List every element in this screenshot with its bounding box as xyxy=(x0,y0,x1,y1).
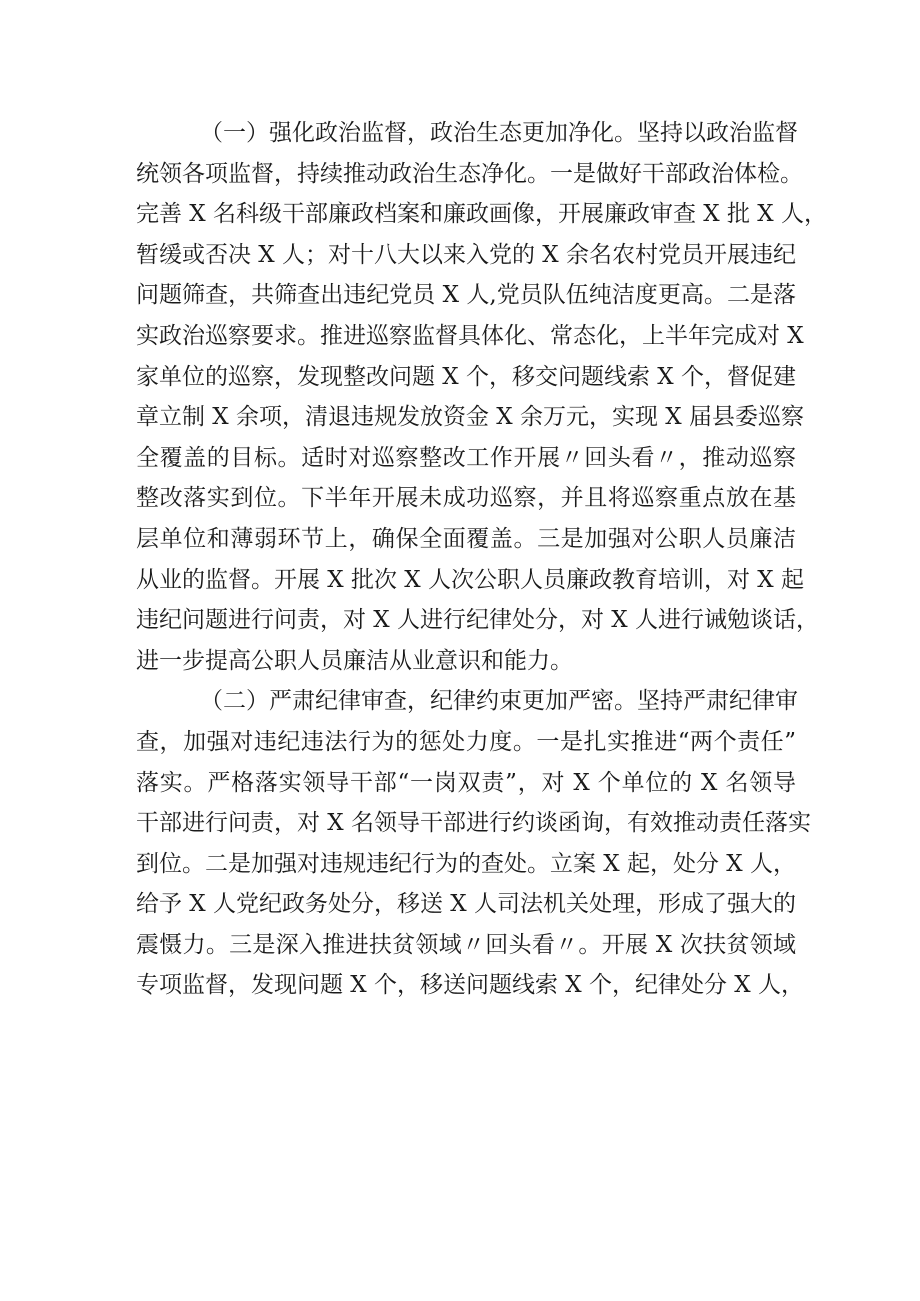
paragraph-line: 问题筛查，共筛查出违纪党员 X 人,党员队伍纯洁度更高。二是落 xyxy=(136,282,796,309)
paragraph-line: 完善 X 名科级干部廉政档案和廉政画像，开展廉政审查 X 批 X 人， xyxy=(136,201,827,228)
paragraph-line: 专项监督，发现问题 X 个，移送问题线索 X 个，纪律处分 X 人， xyxy=(136,972,804,999)
paragraph-1 xyxy=(136,113,827,681)
paragraph-line: 暂缓或否决 X 人；对十八大以来入党的 X 余名农村党员开展违纪 xyxy=(136,241,796,268)
paragraph-line: 违纪问题进行问责，对 X 人进行纪律处分，对 X 人进行诫勉谈话， xyxy=(136,607,819,634)
paragraph-2 xyxy=(136,681,811,1006)
paragraph-line: 查，加强对违纪违法行为的惩处力度。一是扎实推进“两个责任” xyxy=(136,728,796,755)
paragraph-line: 统领各项监督，持续推动政治生态净化。一是做好干部政治体检。 xyxy=(136,160,803,187)
paragraph-line: 整改落实到位。下半年开展未成功巡察，并且将巡察重点放在基 xyxy=(136,485,796,512)
paragraph-line: 落实。严格落实领导干部“一岗双责”，对 X 个单位的 X 名领导 xyxy=(136,769,796,796)
paragraph-line: 从业的监督。开展 X 批次 X 人次公职人员廉政教育培训，对 X 起 xyxy=(136,566,804,593)
document-body xyxy=(136,113,827,1006)
paragraph-line: 给予 X 人党纪政务处分，移送 X 人司法机关处理，形成了强大的 xyxy=(136,891,796,918)
paragraph-line: 家单位的巡察，发现整改问题 X 个，移交问题线索 X 个，督促建 xyxy=(136,363,796,390)
paragraph-line: 到位。二是加强对违规违纪行为的查处。立案 X 起，处分 X 人， xyxy=(136,850,796,877)
paragraph-line: 进一步提高公职人员廉洁从业意识和能力。 xyxy=(136,647,573,674)
paragraph-line: 实政治巡察要求。推进巡察监督具体化、常态化，上半年完成对 X xyxy=(136,322,804,349)
paragraph-line: 全覆盖的目标。适时对巡察整改工作开展〃回头看〃，推动巡察 xyxy=(136,444,796,471)
paragraph-line: （二）严肃纪律审查，纪律约束更加严密。坚持严肃纪律审 xyxy=(200,688,798,715)
paragraph-line: 章立制 X 余项，清退违规发放资金 X 余万元，实现 X 届县委巡察 xyxy=(136,404,804,431)
paragraph-line: 层单位和薄弱环节上，确保全面覆盖。三是加强对公职人员廉洁 xyxy=(136,525,796,552)
paragraph-line: （一）强化政治监督，政治生态更加净化。坚持以政治监督 xyxy=(200,120,798,146)
paragraph-line: 干部进行问责，对 X 名领导干部进行约谈函询，有效推动责任落实 xyxy=(136,810,811,837)
paragraph-line: 震慑力。三是深入推进扶贫领域〃回头看〃。开展 X 次扶贫领域 xyxy=(136,931,796,958)
